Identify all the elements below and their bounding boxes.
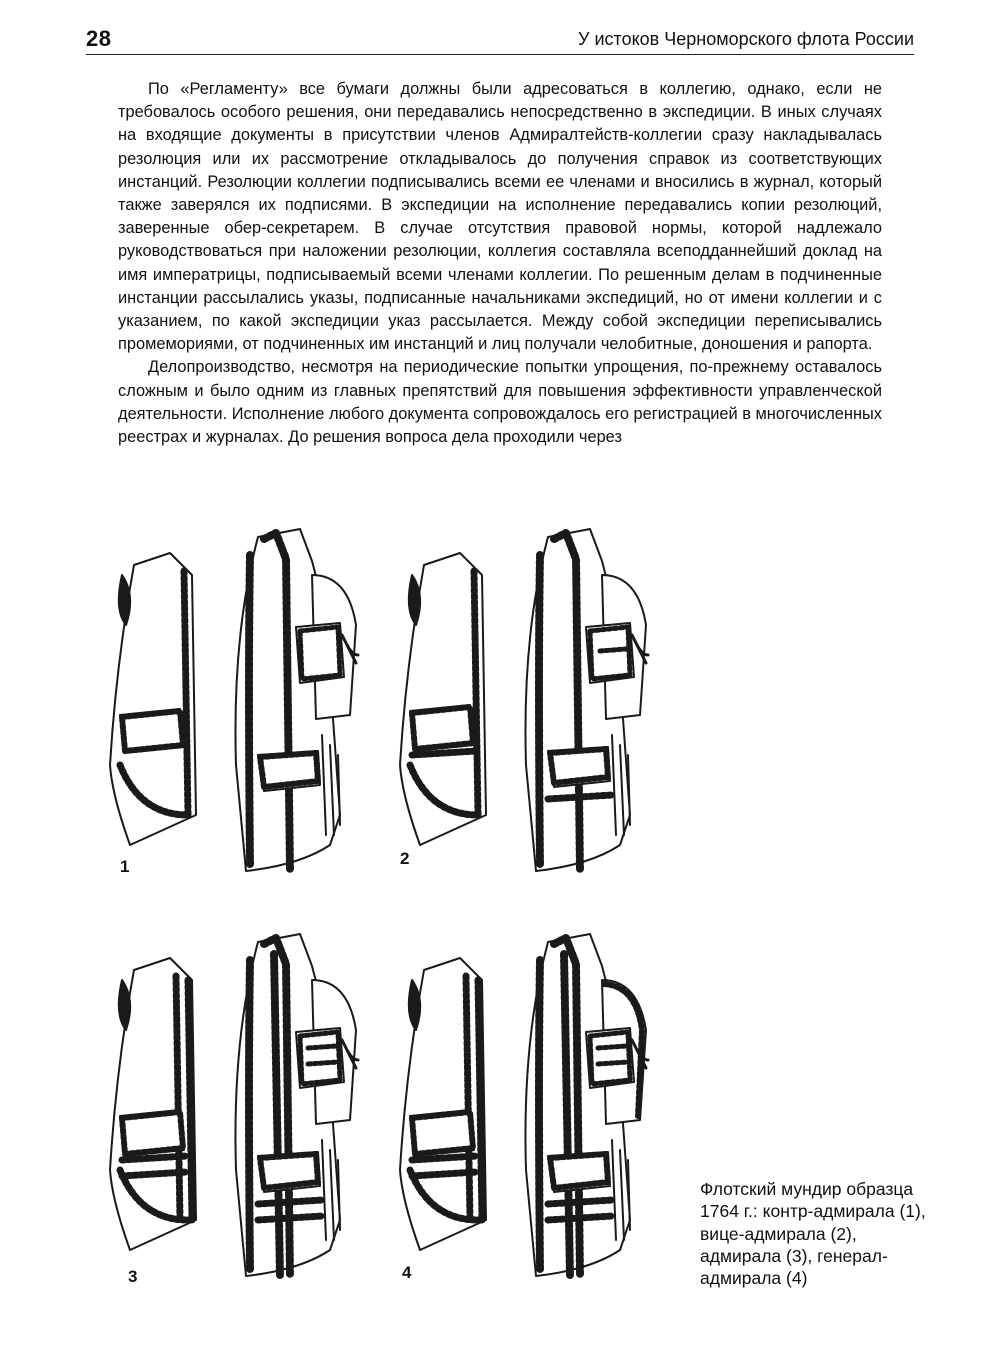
uniform-1-svg [100, 515, 370, 887]
uniform-2-drawing [390, 515, 660, 887]
body-text [118, 78, 882, 449]
running-title: У истоков Черноморского флота России [578, 29, 914, 49]
figure-label-2: 2 [400, 849, 410, 868]
uniform-3-svg [100, 920, 370, 1292]
header-rule [86, 54, 914, 55]
figure-label-3: 3 [128, 1267, 138, 1286]
page-header [86, 24, 914, 54]
figure-label-1: 1 [120, 857, 130, 876]
uniform-1-drawing [100, 515, 370, 887]
uniform-3-drawing [100, 920, 370, 1292]
figure-caption: Флотский мундир образца 1764 г.: контр-адмирала (1), вице-адмирала (2), адмирала (3), генерал-адмирала (4) [700, 1179, 926, 1289]
figure-label-4: 4 [402, 1263, 412, 1282]
uniform-4-svg [390, 920, 660, 1292]
uniform-2-svg [390, 515, 660, 887]
uniform-4-drawing [390, 920, 660, 1292]
paragraph-1: По «Регламенту» все бумаги должны были адресоваться в коллегию, однако, если не требовалось особого решения, они передавались непосредственно в экспедиции. В иных случаях на входящие документы в присутствии членов Адмиралтейств-коллегии сразу накладывалась резолюция или их рассмотрение откладывалось до получения справок из соответствующих инстанций. Резолюции коллегии подписывались всеми ее членами и вносились в журнал, который также заверялся их подписями. В экспедиции на исполнение передавались копии резолюций, заверенные обер-секретарем. В случае отсутствия правовой нормы, которой надлежало руководствоваться при наложении резолюции, коллегия составляла всеподданнейший доклад на имя императрицы, подписываемый всеми членами коллегии. По решенным делам в подчиненные инстанции рассылались указы, подписанные начальниками экспедиций, но от имени коллегии и с указанием, по какой экспедиции указ рассылается. Между собой экспедиции переписывались промемориями, от подчиненных им инстанций и лиц получали челобитные, доношения и рапорта. [118, 80, 882, 354]
paragraph-2: Делопроизводство, несмотря на периодические попытки упрощения, по-прежнему оставалось сложным и было одним из главных препятствий для повышения эффективности управленческой деятельности. Исполнение любого документа сопровождалось его регистрацией в многочисленных реестрах и журналах. До решения вопроса дела проходили через [118, 358, 882, 447]
uniform-illustration [100, 515, 660, 1315]
page-number: 28 [86, 26, 112, 51]
